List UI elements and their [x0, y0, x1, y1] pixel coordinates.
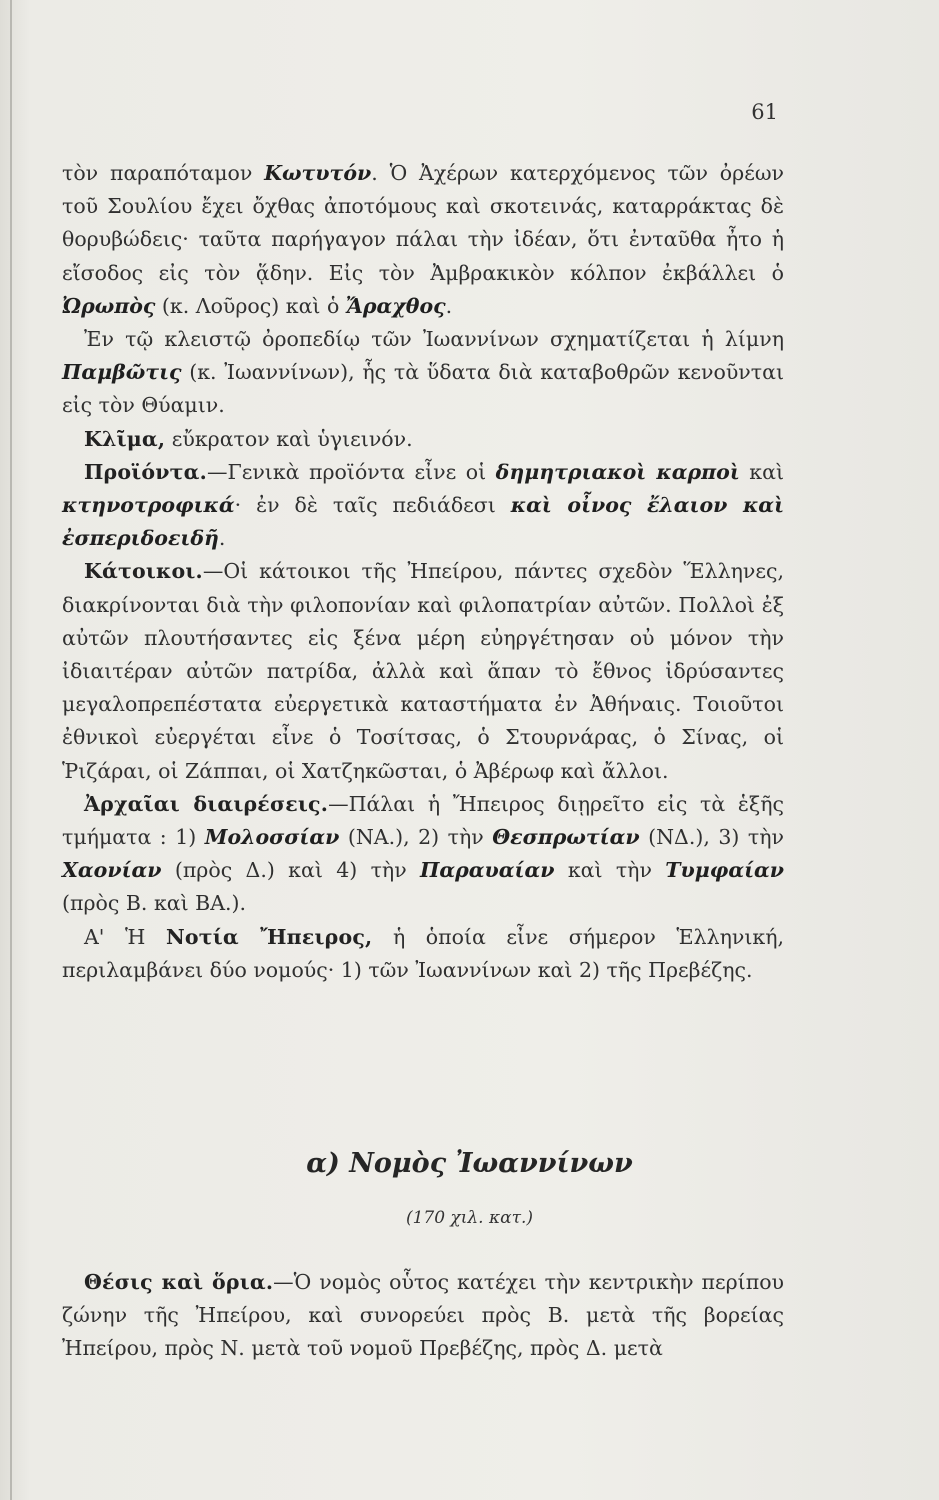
- text-run: —Ὁ νομὸς οὗτος κατέχει τὴν κεντρικὴν περίπου ζώνην τῆς Ἠπείρου, καὶ συνορεύει πρὸς Β. μετὰ τῆς βορείας Ἠπείρου, πρὸς Ν. μετὰ τοῦ νομοῦ Πρεβέζης, πρὸς Δ. μετὰ: [62, 1270, 784, 1361]
- text-run: εὔκρατον καὶ ὑγιεινόν.: [165, 426, 413, 451]
- text-run: (ΝΑ.), 2) τὴν: [339, 825, 493, 850]
- emphasized-term: δημητριακοὶ καρποὶ: [495, 459, 740, 484]
- emphasized-term: Ὠρωπὸς: [62, 293, 156, 318]
- paragraph: [62, 323, 784, 423]
- emphasized-term: Τυμφαίαν: [665, 858, 785, 883]
- text-run: καὶ τὴν: [554, 858, 666, 883]
- text-run: (κ. Λοῦρος) καὶ ὁ: [155, 293, 346, 318]
- paragraph: [62, 456, 784, 556]
- text-run: (κ. Ἰωαννίνων), ἧς τὰ ὕδατα διὰ καταβοθρῶν κενοῦνται εἰς τὸν Θύαμιν.: [62, 360, 784, 418]
- emphasized-term: Παμβῶτις: [62, 360, 182, 385]
- text-run: · ἐν δὲ ταῖς πεδιάδεσι: [234, 493, 511, 518]
- paragraph: [62, 1266, 784, 1366]
- text-run: (πρὸς Δ.) καὶ 4) τὴν: [161, 858, 420, 883]
- text-run: καὶ: [739, 459, 784, 484]
- paragraph: [62, 921, 784, 987]
- run-in-heading: Κλῖμα,: [84, 426, 166, 451]
- run-in-heading: Ἀρχαῖαι διαιρέσεις.: [84, 791, 329, 816]
- text-run: —Οἱ κάτοικοι τῆς Ἠπείρου, πάντες σχεδὸν Ἕλληνες, διακρίνονται διὰ τὴν φιλοπονίαν καὶ φιλοπατρίαν αὐτῶν. Πολλοὶ ἐξ αὐτῶν πλουτήσαντες εἰς ξένα μέρη εὐηργέτησαν οὐ μόνον τὴν ἰδιαιτέραν αὐτῶν πατρίδα, ἀλλὰ καὶ ἅπαν τὸ ἔθνος ἱδρύσαντες μεγαλοπρεπέστατα εὐεργετικὰ καταστήματα ἐν Ἀθήναις. Τοιοῦτοι ἐθνικοὶ εὐεργέται εἶνε ὁ Τοσίτσας, ὁ Στουρνάρας, ὁ Σίνας, οἱ Ῥιζάραι, οἱ Ζάππαι, οἱ Χατζηκῶσται, ὁ Ἀβέρωφ καὶ ἄλλοι.: [62, 559, 784, 783]
- page-number: 61: [751, 100, 778, 124]
- emphasized-term: Μολοσσίαν: [204, 825, 340, 850]
- text-run: .: [445, 293, 453, 318]
- text-run: (πρὸς Β. καὶ ΒΑ.).: [62, 891, 247, 916]
- section-text: [62, 1266, 784, 1366]
- emphasized-term: Χαονίαν: [62, 858, 162, 883]
- text-run: Ἐν τῷ κλειστῷ ὀροπεδίῳ τῶν Ἰωαννίνων σχηματίζεται ἡ λίμνη: [84, 327, 784, 352]
- emphasized-term: κτηνοτροφικά: [62, 493, 235, 518]
- paragraph: [62, 157, 784, 323]
- paragraph: [62, 423, 784, 456]
- text-run: ἡ ὁποία εἶνε σήμερον Ἑλληνική, περιλαμβάνει δύο νομούς· 1) τῶν Ἰωαννίνων καὶ 2) τῆς Πρεβέζης.: [62, 924, 785, 982]
- run-in-heading: Κάτοικοι.: [84, 559, 203, 584]
- run-in-heading: Θέσις καὶ ὅρια.: [84, 1270, 274, 1294]
- body-text: [62, 157, 784, 987]
- text-run: (ΝΔ.), 3) τὴν: [639, 825, 784, 850]
- run-in-heading: Προϊόντα.: [84, 459, 207, 484]
- text-run: —Γενικὰ προϊόντα εἶνε οἱ: [207, 459, 496, 484]
- text-run: τὸν παραπόταμον: [62, 161, 265, 185]
- text-run: .: [218, 526, 226, 551]
- paragraph: [62, 555, 784, 787]
- emphasized-term: Κωτυτόν: [264, 161, 372, 185]
- text-run: Α' Ἡ: [84, 924, 166, 949]
- run-in-heading: Νοτία Ἤπειρος,: [165, 924, 373, 949]
- section-subtitle: (170 χιλ. κατ.): [405, 1208, 534, 1228]
- emphasized-term: Θεσπρωτίαν: [492, 825, 640, 850]
- section-title: α) Νομὸς Ἰωαννίνων: [306, 1148, 633, 1179]
- emphasized-term: Ἄραχθος: [345, 293, 446, 318]
- emphasized-term: Παραυαίαν: [420, 858, 555, 883]
- page-edge: [10, 0, 12, 1500]
- text-run: —Πάλαι ἡ Ἤπειρος διῃρεῖτο εἰς τὰ ἑξῆς τμήματα : 1): [62, 791, 784, 850]
- paragraph: [62, 788, 784, 921]
- emphasized-term: καὶ οἶνος ἔλαιον καὶ ἐσπεριδοειδῆ: [62, 493, 784, 551]
- text-run: . Ὁ Ἀχέρων κατερχόμενος τῶν ὀρέων τοῦ Σουλίου ἔχει ὄχθας ἀποτόμους καὶ σκοτεινάς, καταρράκτας δὲ θορυβώδεις· ταῦτα παρήγαγον πάλαι τὴν ἰδέαν, ὅτι ἐνταῦθα ἦτο ἡ εἴσοδος εἰς τὸν ᾅδην. Εἰς τὸν Ἀμβρακικὸν κόλπον ἐκβάλλει ὁ: [62, 161, 784, 285]
